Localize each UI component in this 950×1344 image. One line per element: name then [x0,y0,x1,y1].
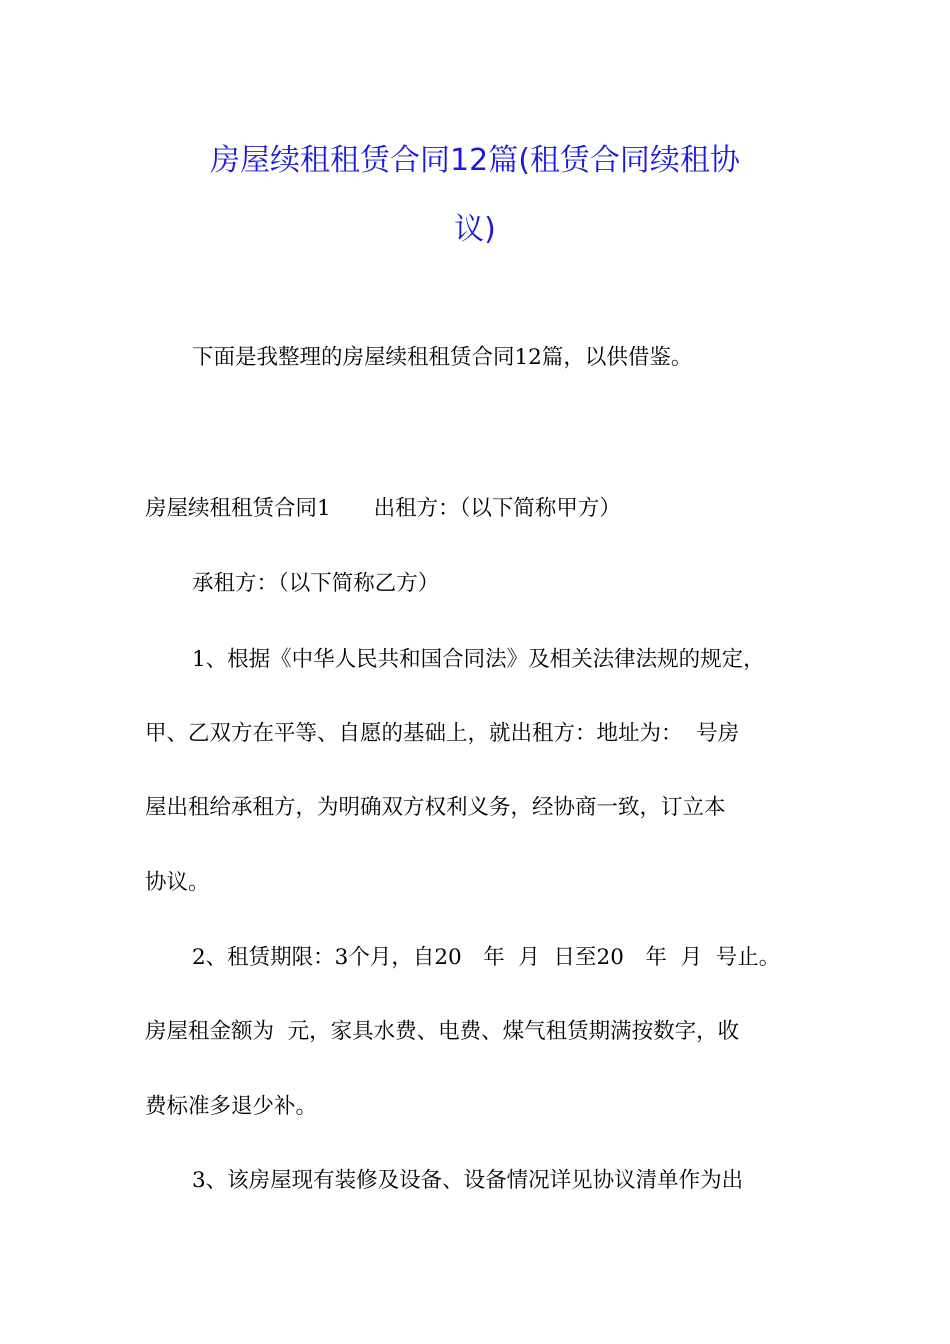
clause-1-line-2: 甲、乙双方在平等、自愿的基础上，就出租方：地址为： 号房 [145,721,740,746]
clause-2-line-3: 费标准多退少补。 [145,1094,318,1119]
document-title-line-2: 议) [454,212,496,247]
clause-2-line-1: 2、租赁期限：3个月，自20 年 月 日至20 年 月 号止。 [192,945,781,970]
clause-3-line-1: 3、该房屋现有装修及设备、设备情况详见协议清单作为出 [192,1168,744,1193]
contract-heading-line: 房屋续租租赁合同1 出租方：（以下简称甲方） [145,496,621,521]
intro-paragraph: 下面是我整理的房屋续租租赁合同12篇，以供借鉴。 [192,345,693,370]
clause-1-line-1: 1、根据《中华人民共和国合同法》及相关法律法规的规定， [192,647,765,672]
lessee-line: 承租方：（以下简称乙方） [192,571,440,596]
clause-1-line-4: 协议。 [145,870,210,895]
document-title-line-1: 房屋续租租赁合同12篇(租赁合同续租协 [210,143,740,178]
clause-1-line-3: 屋出租给承租方，为明确双方权利义务，经协商一致，订立本 [145,795,726,820]
clause-2-line-2: 房屋租金额为 元，家具水费、电费、煤气租赁期满按数字，收 [145,1019,740,1044]
